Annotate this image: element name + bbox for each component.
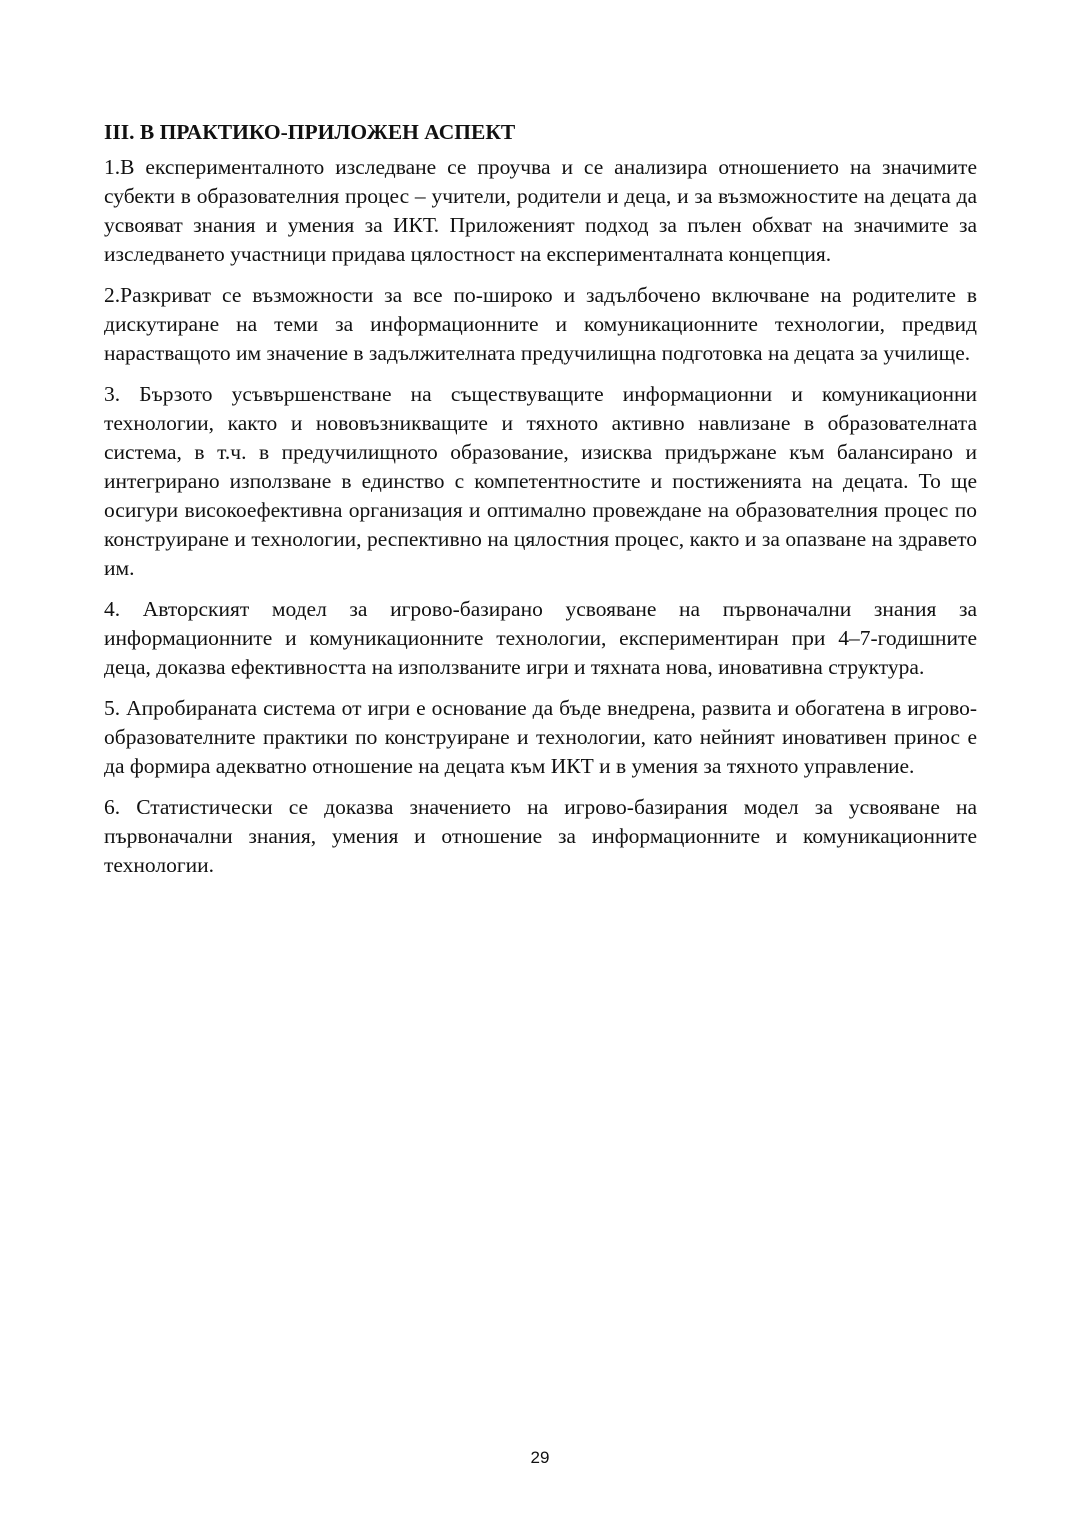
section-heading: III. В ПРАКТИКО-ПРИЛОЖЕН АСПЕКТ	[104, 120, 516, 144]
paragraph-5: 5. Апробираната система от игри е основание да бъде внедрена, развита и обогатена в игрово-образователните практики по конструиране и технологии, като нейният иновативен принос е да формира адекватно отношение на децата към ИКТ и в умения за тяхното управление.	[104, 696, 977, 778]
page-content	[104, 118, 977, 892]
paragraph-1: 1.В експерименталното изследване се проучва и се анализира отношението на значимите субекти в образователния процес – учители, родители и деца, и за възможностите на децата да усвояват знания и умения за ИКТ. Приложеният подход за пълен обхват на значимите за изследването участници придава цялостност на експерименталната концепция.	[104, 155, 977, 266]
paragraph-4: 4. Авторският модел за игрово-базирано усвояване на първоначални знания за информационните и комуникационните технологии, експериментиран при 4–7-годишните деца, доказва ефективността на използваните игри и тяхната нова, иновативна структура.	[104, 597, 977, 679]
paragraph-6: 6. Статистически се доказва значението на игрово-базирания модел за усвояване на първоначални знания, умения и отношение за информационните и комуникационните технологии.	[104, 795, 977, 877]
page-number: 29	[530, 1448, 550, 1467]
paragraph-2: 2.Разкриват се възможности за все по-широко и задълбочено включване на родителите в дискутиране на теми за информационните и комуникационните технологии, предвид нарастващото им значение в задължителната предучилищна подготовка на децата за училище.	[104, 283, 977, 365]
paragraph-3: 3. Бързото усъвършенстване на съществуващите информационни и комуникационни технологии, както и нововъзникващите и тяхното активно навлизане в образователната система, в т.ч. в предучилищното образование, изисква придържане към балансирано и интегрирано използване в единство с компетентностите и постиженията на децата. То ще осигури високоефективна организация и оптимално провеждане на образователния процес по конструиране и технологии, респективно на цялостния процес, както и за опазване на здравето им.	[104, 382, 977, 580]
